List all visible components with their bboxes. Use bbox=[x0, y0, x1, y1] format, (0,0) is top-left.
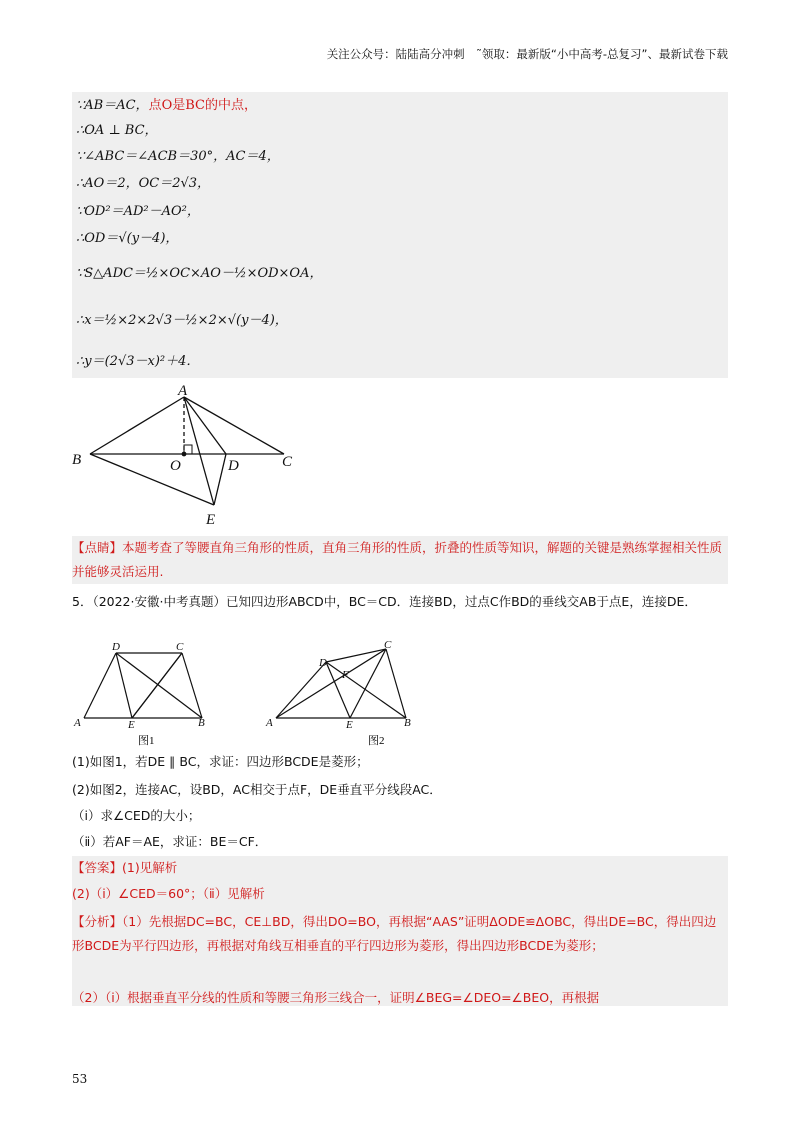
label-C: C bbox=[282, 454, 293, 470]
svg-text:B: B bbox=[198, 717, 205, 729]
svg-text:C: C bbox=[384, 639, 392, 651]
svg-text:E: E bbox=[128, 719, 135, 731]
answer-line-2: (2)（ⅰ）∠CED＝60°；（ⅱ）见解析 bbox=[72, 886, 265, 901]
question-2: (2)如图2，连接AC，设BD，AC相交于点F，DE垂直平分线段AC． bbox=[72, 782, 442, 797]
dianjing-text: 【点睛】本题考查了等腰直角三角形的性质，直角三角形的性质，折叠的性质等知识，解题的关键是熟练掌握相关性质并能够灵活运用. bbox=[72, 540, 723, 579]
triangle-figure bbox=[72, 380, 296, 528]
step-8: ∴x＝½×2×2√3－½×2×√(y－4)， bbox=[76, 313, 288, 328]
step-9: ∴y＝(2√3－x)²＋4． bbox=[76, 354, 200, 369]
svg-text:A: A bbox=[74, 717, 81, 729]
label-D: D bbox=[228, 458, 239, 474]
svg-text:F: F bbox=[342, 669, 349, 681]
svg-text:B: B bbox=[404, 717, 411, 729]
step-5: ∵OD²＝AD²－AO²， bbox=[76, 204, 200, 219]
analysis-paragraph-2: （2）（ⅰ）根据垂直平分线的性质和等腰三角形三线合一，证明∠BEG=∠DEO=∠BEO，再根据 bbox=[72, 990, 600, 1005]
page-number: 53 bbox=[72, 1072, 88, 1086]
svg-text:D: D bbox=[112, 641, 120, 653]
fig1-caption: 图1 bbox=[138, 735, 155, 746]
analysis-paragraph-1: 【分析】（1）先根据DC=BC，CE⊥BD，得出DO=BO，再根据“AAS”证明ΔODE≌ΔOBC，得出DE=BC，得出四边形BCDE为平行四边形，再根据对角线互相垂直的平行四边形为菱形，得出四边形BCDE为菱形； bbox=[72, 914, 717, 953]
step-1: ∵AB＝AC，点O是BC的中点， bbox=[76, 98, 257, 113]
question-2-i: （ⅰ）求∠CED的大小； bbox=[72, 808, 201, 823]
label-B: B bbox=[72, 452, 82, 468]
svg-text:E: E bbox=[346, 719, 353, 731]
svg-text:A: A bbox=[266, 717, 273, 729]
problem-stem: 5．（2022·安徽·中考真题）已知四边形ABCD中，BC＝CD．连接BD，过点C作BD的垂线交AB于点E，连接DE． bbox=[72, 594, 697, 609]
question-2-ii: （ⅱ）若AF＝AE，求证：BE＝CF． bbox=[72, 834, 268, 849]
step-6: ∴OD＝√(y－4)， bbox=[76, 231, 179, 246]
page-header: 关注公众号：陆陆高分冲刺 ˜领取：最新版“小中高考-总复习”、最新试卷下载 bbox=[326, 47, 728, 61]
label-E: E bbox=[206, 512, 216, 528]
svg-text:D: D bbox=[319, 657, 327, 669]
step-7: ∵S△ADC＝½×OC×AO－½×OD×OA， bbox=[76, 266, 323, 281]
step-4: ∴AO＝2，OC＝2√3， bbox=[76, 176, 211, 191]
answer-line-1: 【答案】(1)见解析 bbox=[72, 860, 178, 875]
step-2: ∴OA ⊥ BC， bbox=[76, 123, 158, 138]
svg-text:C: C bbox=[176, 641, 184, 653]
fig2-caption: 图2 bbox=[368, 735, 385, 746]
quad-figure-2 bbox=[264, 638, 424, 746]
quad-figure-1 bbox=[72, 638, 212, 746]
label-O: O bbox=[170, 458, 181, 474]
step-3: ∵∠ABC＝∠ACB＝30°，AC＝4， bbox=[76, 149, 280, 164]
question-1: (1)如图1，若DE ∥ BC，求证：四边形BCDE是菱形； bbox=[72, 754, 369, 769]
label-A: A bbox=[178, 383, 188, 399]
